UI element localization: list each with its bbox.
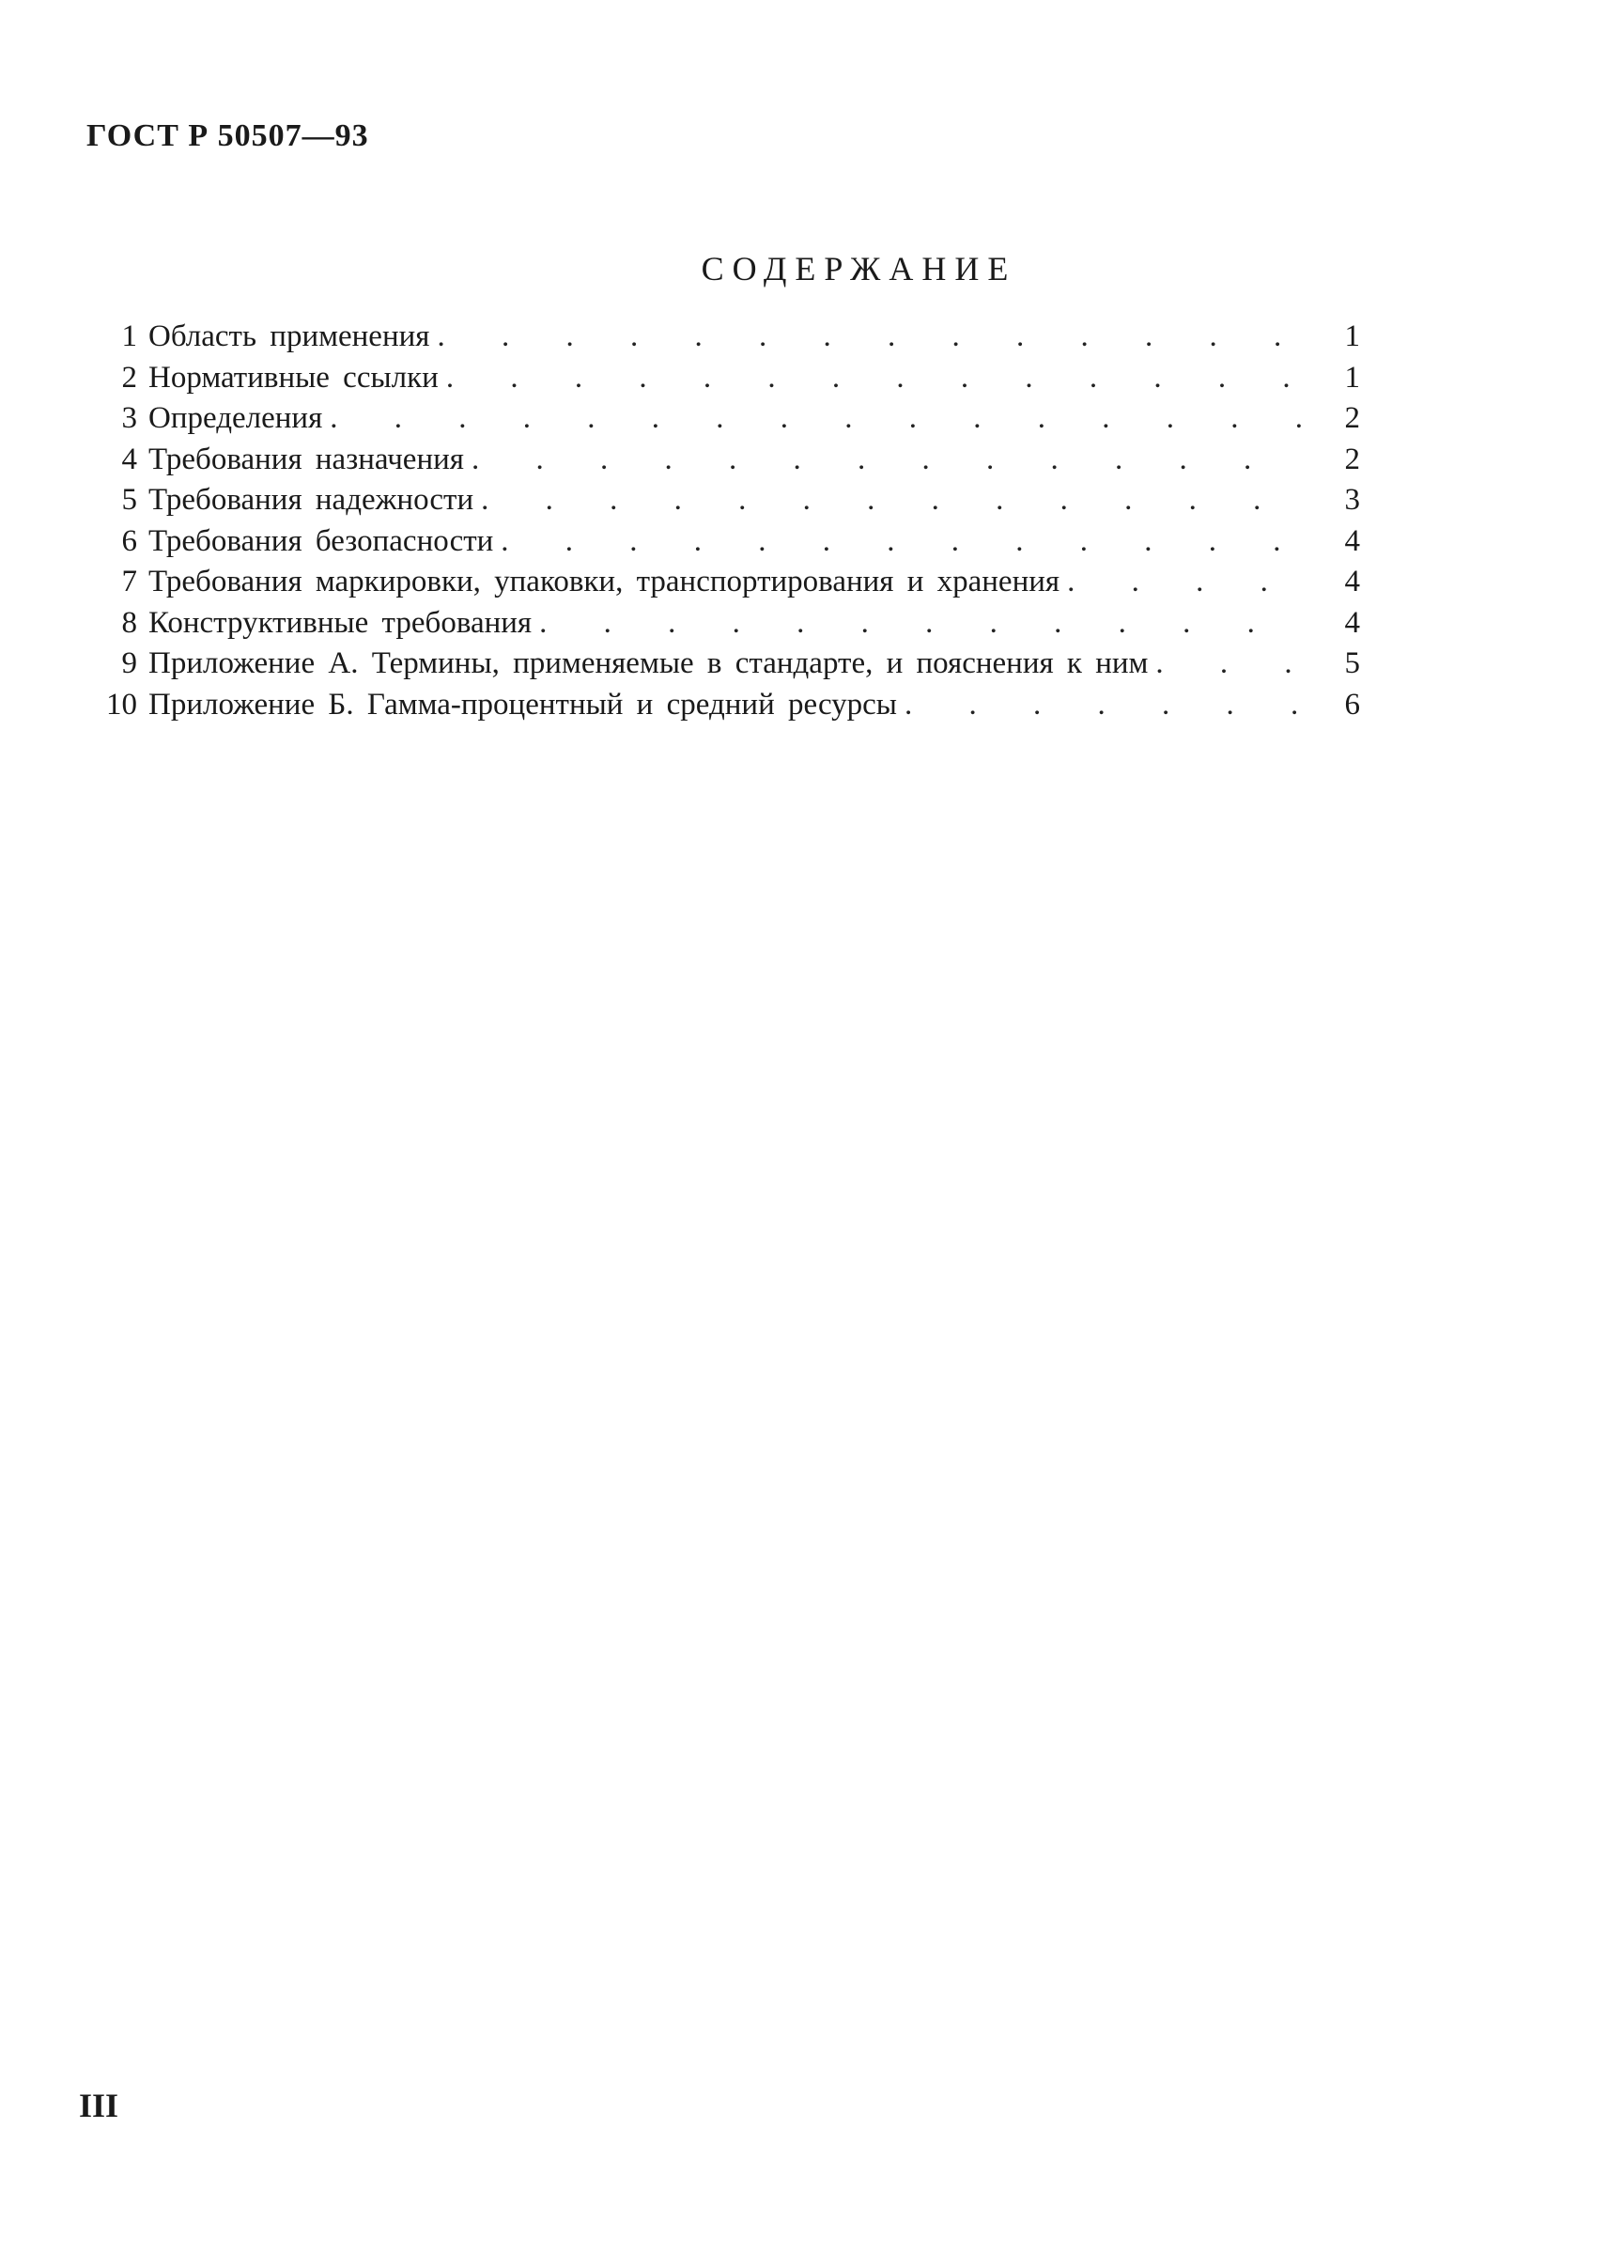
toc-entry-number: 7: [121, 565, 137, 598]
document-code: ГОСТ Р 50507—93: [86, 118, 369, 153]
toc-entry-10[interactable]: [83, 688, 1360, 729]
toc-entry-page: 5: [1344, 646, 1360, 680]
toc-dot-leader: [473, 483, 1304, 518]
toc-entry-number: 6: [121, 523, 137, 558]
toc-entry-label: Конструктивные требования: [148, 605, 533, 640]
toc-entry-page: 2: [1344, 442, 1360, 476]
toc-entry-number: 10: [106, 687, 137, 722]
toc-entry-number: 9: [121, 646, 137, 680]
toc-entry-label: Нормативные ссылки: [148, 360, 439, 395]
toc-entry-label: Область применения: [148, 319, 430, 353]
toc-entry-3[interactable]: [83, 401, 1360, 443]
toc-entry-7[interactable]: [83, 565, 1360, 606]
toc-entry-page: 4: [1344, 605, 1360, 640]
toc-entry-number: 5: [121, 483, 137, 517]
toc-dot-leader: [1059, 565, 1304, 599]
toc-entry-number: 8: [121, 605, 137, 640]
toc-entry-page: 4: [1344, 523, 1360, 558]
toc-entry-number: 4: [121, 442, 137, 476]
toc-entry-page: 3: [1344, 483, 1360, 517]
toc-dot-leader: [429, 319, 1304, 354]
toc-dot-leader: [1148, 646, 1304, 681]
toc-dot-leader: [493, 524, 1304, 559]
toc-entry-label: Приложение А. Термины, применяемые в стандарте, и пояснения к ним: [148, 646, 1149, 680]
toc-entry-4[interactable]: [83, 443, 1360, 484]
toc-dot-leader: [464, 443, 1304, 477]
toc-entry-number: 2: [121, 360, 137, 395]
toc-entry-5[interactable]: [83, 483, 1360, 524]
toc-entry-page: 2: [1344, 401, 1360, 435]
toc-entry-page: 4: [1344, 565, 1360, 598]
toc-entry-8[interactable]: [83, 606, 1360, 647]
toc-entry-page: 1: [1344, 319, 1360, 353]
toc-dot-leader: [439, 361, 1304, 396]
toc-entry-label: Требования надежности: [148, 483, 474, 517]
toc-entry-label: Требования безопасности: [148, 523, 494, 558]
toc-dot-leader: [322, 401, 1304, 436]
toc-entry-number: 3: [121, 401, 137, 435]
toc-entry-number: 1: [121, 319, 137, 353]
toc-entry-page: 6: [1344, 687, 1360, 722]
table-of-contents: [83, 319, 1360, 728]
toc-dot-leader: [897, 688, 1304, 722]
toc-title: СОДЕРЖАНИЕ: [701, 250, 1017, 287]
toc-entry-label: Приложение Б. Гамма-процентный и средний ресурсы: [148, 687, 897, 722]
toc-entry-label: Требования маркировки, упаковки, транспортирования и хранения: [148, 565, 1060, 598]
toc-entry-2[interactable]: [83, 361, 1360, 402]
toc-dot-leader: [532, 606, 1304, 641]
page-number: III: [79, 2087, 119, 2124]
toc-entry-9[interactable]: [83, 646, 1360, 688]
toc-entry-label: Определения: [148, 401, 323, 435]
toc-entry-6[interactable]: [83, 524, 1360, 566]
toc-entry-label: Требования назначения: [148, 442, 464, 476]
toc-entry-page: 1: [1344, 360, 1360, 395]
toc-entry-1[interactable]: [83, 319, 1360, 361]
